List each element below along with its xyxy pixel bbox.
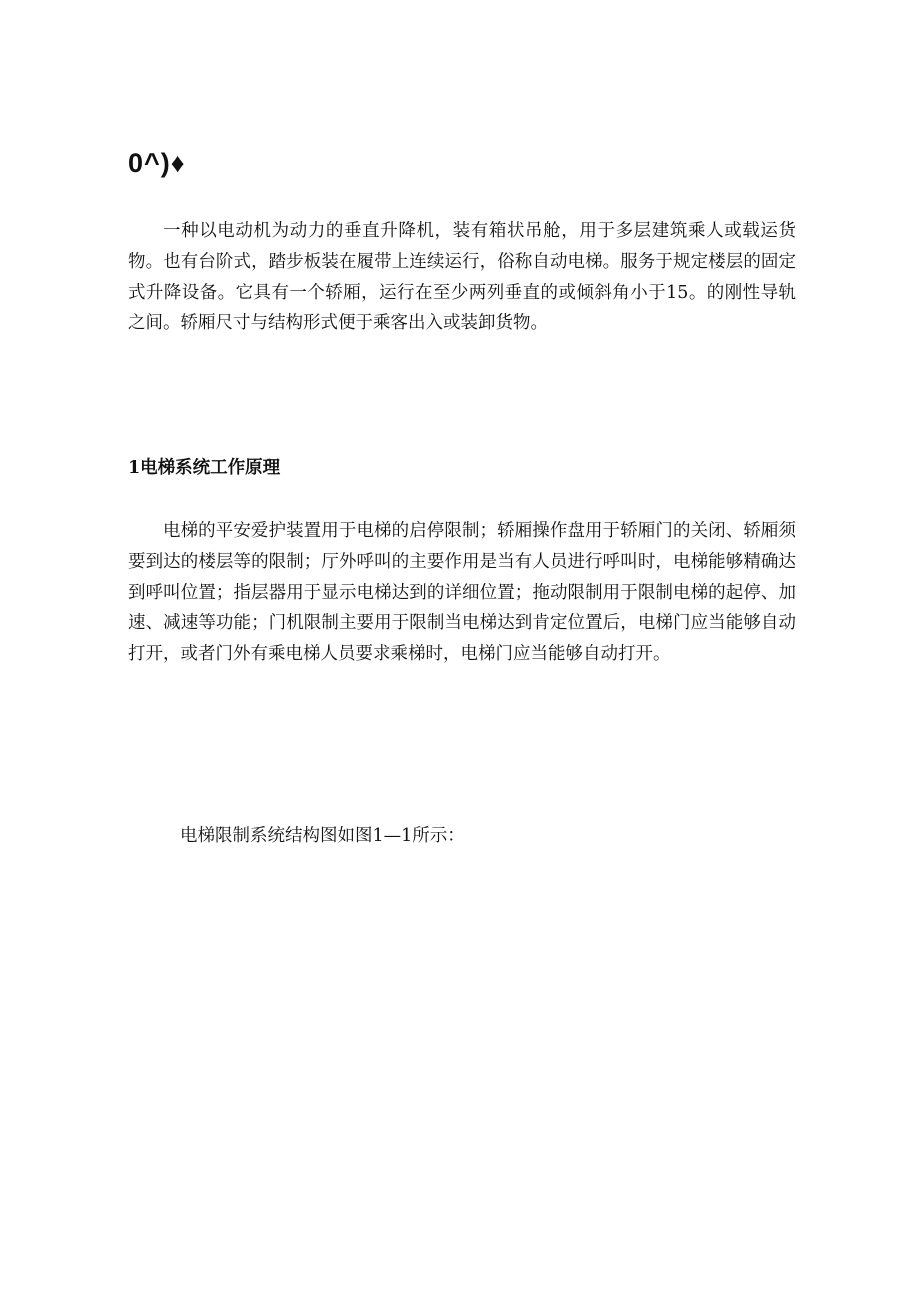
body-paragraph: 电梯的平安爱护装置用于电梯的启停限制；轿厢操作盘用于轿厢门的关闭、轿厢须要到达的楼层等的限制；厅外呼叫的主要作用是当有人员进行呼叫时，电梯能够精确达到呼叫位置；指层器用于显示电梯达到的详细位置；拖动限制用于限制电梯的起停、加速、减速等功能；门机限制主要用于限制当电梯达到肯定位置后，电梯门应当能够自动打开，或者门外有乘电梯人员要求乘梯时，电梯门应当能够自动打开。 — [128, 521, 796, 665]
intro-paragraph: 一种以电动机为动力的垂直升降机，装有箱状吊舱，用于多层建筑乘人或载运货物。也有台阶式，踏步板装在履带上连续运行，俗称自动电梯。服务于规定楼层的固定式升降设备。它具有一个轿厢，运行在至少两列垂直的或倾斜角小于15。的刚性导轨之间。轿厢尺寸与结构形式便于乘客出入或装卸货物。 — [128, 221, 796, 334]
page-title: 0^)♦ — [128, 148, 186, 178]
section-heading: 1电梯系统工作原理 — [128, 458, 281, 478]
figure-reference: 电梯限制系统结构图如图1—1所示： — [180, 826, 465, 846]
